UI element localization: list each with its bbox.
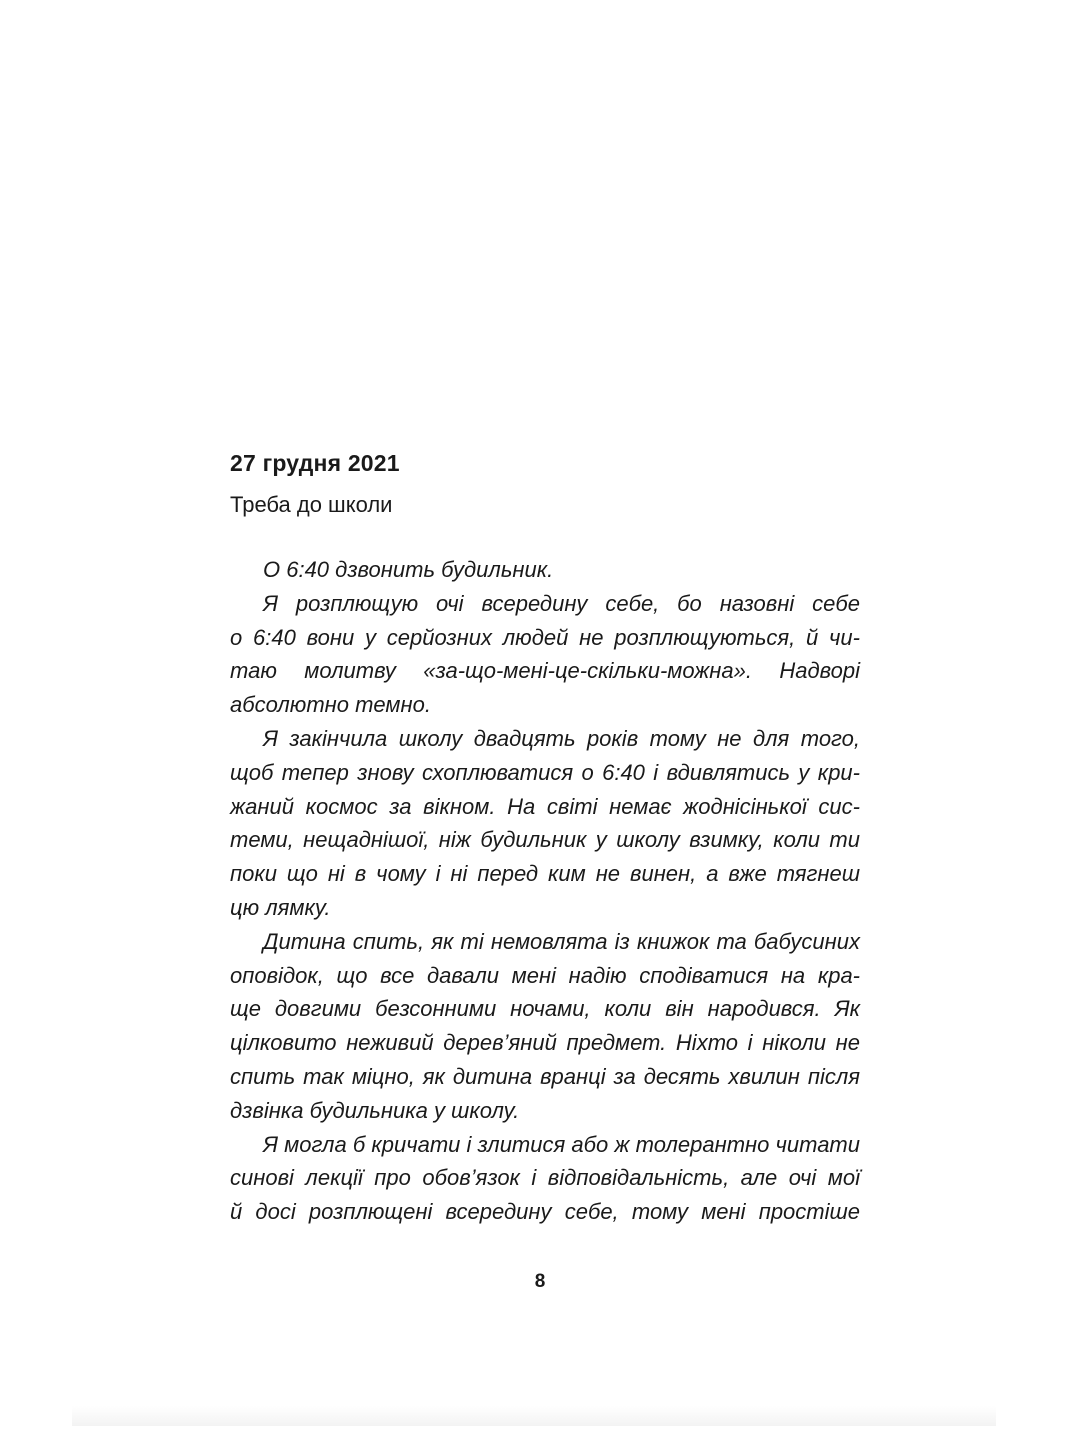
body-text: [230, 553, 860, 1229]
text-line: цілковито неживий дерев’яний предмет. Ніхто і ніколи не: [230, 1030, 860, 1056]
page-bottom-edge: [72, 1406, 996, 1426]
text-line: Я розплющую очі всередину себе, бо назовні себе: [263, 590, 860, 616]
text-line: щоб тепер знову схоплюватися о 6:40 і вдивлятись у кри-: [230, 759, 860, 785]
page-number: 8: [534, 1271, 546, 1292]
text-line: синові лекції про обов’язок і відповідальність, але очі мої: [230, 1165, 860, 1191]
text-line: ще довгими безсонними ночами, коли він народився. Як: [230, 996, 860, 1022]
text-line: Я могла б кричати і злитися або ж толерантно читати: [263, 1131, 860, 1157]
text-line: о 6:40 вони у серйозних людей не розплющуються, й чи-: [230, 624, 860, 650]
text-line: Дитина спить, як ті немовлята із книжок та бабусиних: [263, 928, 860, 954]
text-line: теми, нещаднішої, ніж будильник у школу взимку, коли ти: [230, 827, 860, 853]
text-line: дзвінка будильника у школу.: [230, 1097, 520, 1123]
text-line: абсолютно темно.: [230, 692, 431, 718]
text-line: спить так міцно, як дитина вранці за десять хвилин після: [230, 1063, 860, 1089]
entry-date-heading: 27 грудня 2021: [230, 450, 400, 476]
text-line: цю лямку.: [230, 894, 331, 920]
text-line: оповідок, що все давали мені надію сподіватися на кра-: [230, 962, 860, 988]
text-line: жаний космос за вікном. На світі немає жоднісінької сис-: [230, 793, 860, 819]
text-line: поки що ні в чому і ні перед ким не винен, а вже тягнеш: [230, 861, 860, 887]
entry-subtitle: Треба до школи: [230, 492, 393, 517]
text-line: О 6:40 дзвонить будильник.: [263, 557, 554, 582]
text-line: Я закінчила школу двадцять років тому не для того,: [263, 725, 860, 751]
text-line: й досі розплющені всередину себе, тому мені простіше: [230, 1199, 860, 1225]
text-line: таю молитву «за-що-мені-це-скільки-можна». Надворі: [230, 658, 860, 684]
